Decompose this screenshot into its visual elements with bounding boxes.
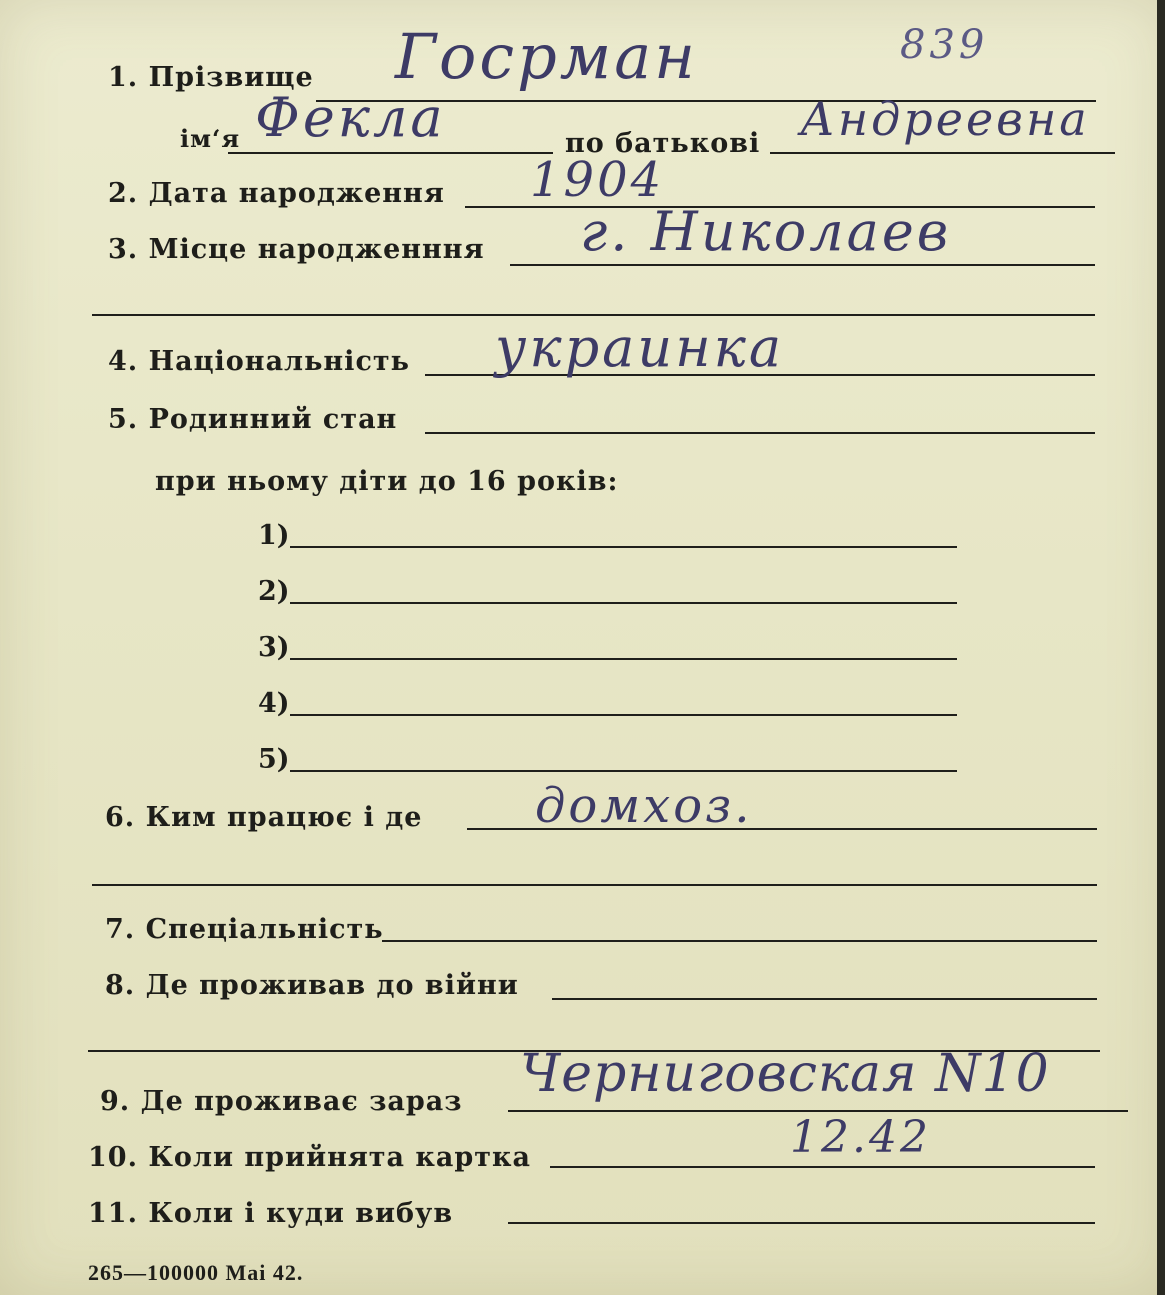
accepted-line xyxy=(550,1166,1095,1168)
birth-place-value[interactable]: г. Николаев xyxy=(580,200,952,263)
birth-place-label: 3. Місце народженння xyxy=(108,234,485,265)
child-5-line xyxy=(290,770,957,772)
work-label: 6. Ким працює і де xyxy=(105,802,423,833)
name-line xyxy=(228,152,553,154)
marital-label: 5. Родинний стан xyxy=(108,404,398,435)
child-2-line xyxy=(290,602,957,604)
child-4-line xyxy=(290,714,957,716)
child-4-label: 4) xyxy=(258,688,290,719)
accepted-label: 10. Коли прийнята картка xyxy=(88,1142,532,1173)
current-value[interactable]: Черниговская N10 xyxy=(520,1044,1050,1104)
name-value[interactable]: Фекла xyxy=(255,86,446,149)
surname-label: 1. Прізвище xyxy=(108,62,314,93)
work-value[interactable]: домхоз. xyxy=(535,778,753,834)
child-1-label: 1) xyxy=(258,520,290,551)
departed-line xyxy=(508,1222,1095,1224)
card-number: 839 xyxy=(900,22,989,68)
child-5-label: 5) xyxy=(258,744,290,775)
surname-value[interactable]: Госрман xyxy=(395,20,698,93)
prewar-label: 8. Де проживав до війни xyxy=(105,970,519,1001)
specialty-label: 7. Спеціальність xyxy=(105,914,384,945)
prewar-line xyxy=(552,998,1097,1000)
departed-label: 11. Коли і куди вибув xyxy=(88,1198,454,1229)
child-1-line xyxy=(290,546,957,548)
print-code: 265—100000 Mai 42. xyxy=(88,1260,304,1285)
birth-date-label: 2. Дата народження xyxy=(108,178,445,209)
patronymic-value[interactable]: Андреевна xyxy=(800,92,1090,146)
accepted-value[interactable]: 12.42 xyxy=(790,1112,931,1163)
name-label: ім‘я xyxy=(180,124,241,153)
child-2-label: 2) xyxy=(258,576,290,607)
child-3-line xyxy=(290,658,957,660)
nationality-label: 4. Національність xyxy=(108,346,410,377)
specialty-line xyxy=(382,940,1097,942)
birth-place-line xyxy=(510,264,1095,266)
patronymic-line xyxy=(770,152,1115,154)
child-3-label: 3) xyxy=(258,632,290,663)
marital-line xyxy=(425,432,1095,434)
children-label: при ньому діти до 16 років: xyxy=(155,466,619,497)
birth-date-value[interactable]: 1904 xyxy=(530,152,665,208)
patronymic-label: по батькові xyxy=(565,128,761,159)
work-line-2 xyxy=(92,884,1097,886)
nationality-value[interactable]: украинка xyxy=(495,316,785,379)
card-edge-shadow xyxy=(1157,0,1165,1295)
current-label: 9. Де проживає зараз xyxy=(100,1086,463,1117)
